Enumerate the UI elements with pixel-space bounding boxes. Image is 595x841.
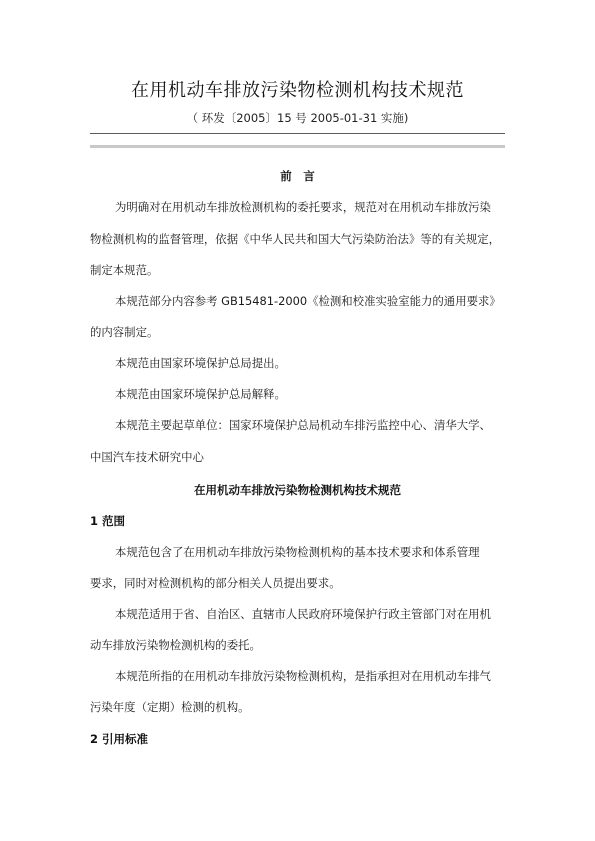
paragraph-line: 制定本规范。 [90, 263, 159, 277]
section-heading: 2 引用标准 [90, 732, 149, 746]
paragraph-line: 本规范适用于省、自治区、直辖市人民政府环境保护行政主管部门对在用机 [115, 607, 491, 621]
paragraph-line: 物检测机构的监督管理，依据《中华人民共和国大气污染防治法》等的有关规定， [90, 232, 501, 246]
document-title: 在用机动车排放污染物检测机构技术规范 [131, 80, 464, 101]
paragraph-line: 污染年度（定期）检测的机构。 [90, 700, 250, 714]
header-rule [90, 133, 505, 134]
paragraph-line: 本规范部分内容参考 GB15481-2000《检测和校准实验室能力的通用要求》 [115, 294, 501, 308]
paragraph-line: 的内容制定。 [90, 325, 159, 339]
paragraph-line: 本规范所指的在用机动车排放污染物检测机构，是指承担对在用机动车排气 [115, 669, 491, 683]
paragraph-line: 要求，同时对检测机构的部分相关人员提出要求。 [90, 576, 341, 590]
body-title: 在用机动车排放污染物检测机构技术规范 [194, 483, 401, 497]
paragraph-line: 动车排放污染物检测机构的委托。 [90, 638, 261, 652]
paragraph-line: 中国汽车技术研究中心 [90, 450, 204, 464]
header-rule-thick [90, 145, 505, 148]
paragraph-line: 本规范由国家环境保护总局解释。 [115, 387, 286, 401]
paragraph-line: 本规范包含了在用机动车排放污染物检测机构的基本技术要求和体系管理 [115, 545, 480, 559]
paragraph-line: 本规范主要起草单位：国家环境保护总局机动车排污监控中心、清华大学、 [115, 418, 491, 432]
section-heading: 1 范围 [90, 514, 126, 528]
paragraph-line: 为明确对在用机动车排放检测机构的委托要求，规范对在用机动车排放污染 [115, 200, 491, 214]
paragraph-line: 本规范由国家环境保护总局提出。 [115, 356, 286, 370]
preface-heading: 前 言 [280, 169, 315, 183]
document-subtitle: （ 环发〔2005〕15 号 2005-01-31 实施) [186, 111, 409, 125]
